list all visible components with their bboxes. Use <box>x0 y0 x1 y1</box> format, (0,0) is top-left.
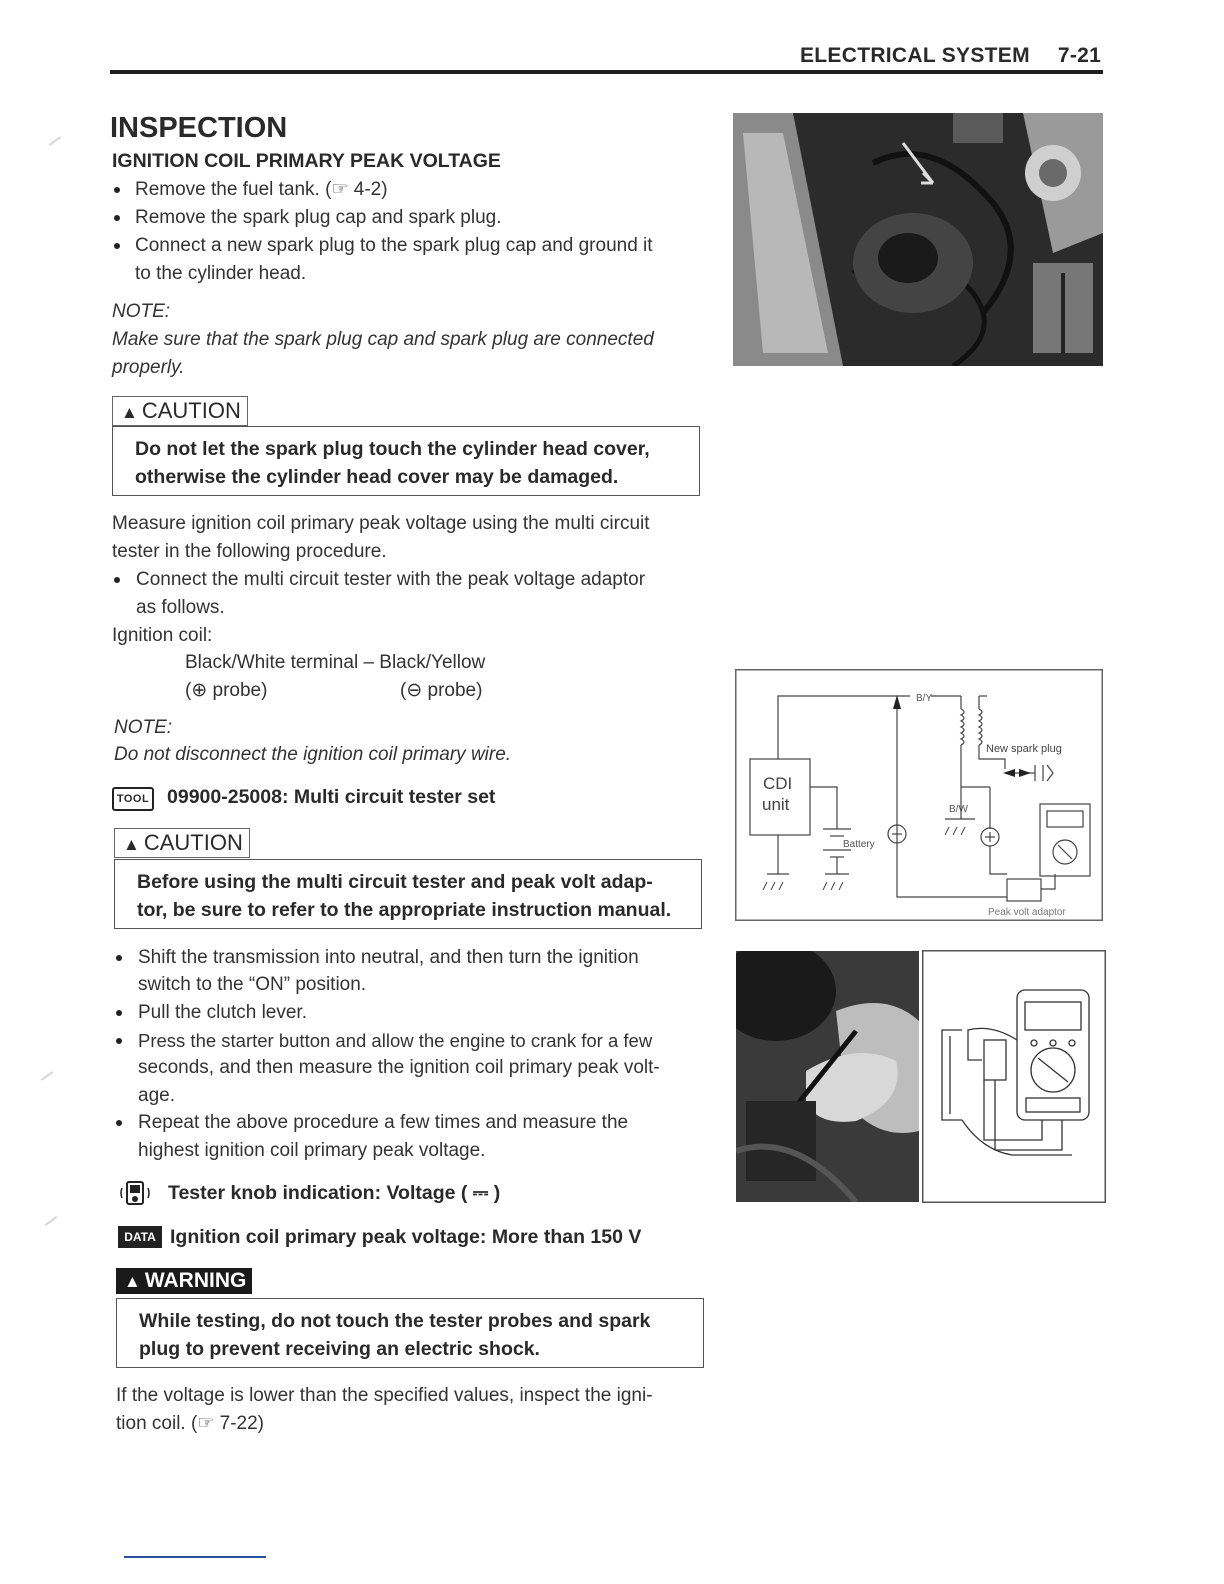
bullet <box>114 577 120 583</box>
step-repeat-cont: highest ignition coil primary peak voltage. <box>138 1140 486 1161</box>
bw-label: B/W <box>949 804 968 815</box>
connect-text-cont: as follows. <box>136 597 225 618</box>
step-repeat: Repeat the above procedure a few times and measure the <box>138 1112 629 1133</box>
step-connect-plug-cont: to the cylinder head. <box>135 263 307 284</box>
warning-text: While testing, do not touch the tester probes and spark <box>139 1310 651 1332</box>
wiring-diagram <box>735 669 1103 921</box>
step-starter-cont: seconds, and then measure the ignition coil primary peak volt- <box>138 1057 660 1078</box>
warning-triangle-icon: ▲ <box>123 835 140 854</box>
step-remove-plug: Remove the spark plug cap and spark plug. <box>135 207 502 228</box>
warning-triangle-icon: ▲ <box>124 1272 141 1291</box>
step-starter: Press the starter button and allow the engine to crank for a few <box>138 1030 653 1051</box>
plus-probe: (⊕ probe) <box>185 680 268 701</box>
page-title: INSPECTION <box>110 112 288 144</box>
caution-label: ▲ CAUTION <box>112 396 248 426</box>
step-starter-cont2: age. <box>138 1085 175 1106</box>
bullet <box>116 1120 122 1126</box>
step-clutch: Pull the clutch lever. <box>138 1002 307 1023</box>
bullet <box>116 1010 122 1016</box>
probe-photo <box>736 951 919 1202</box>
warning-triangle-icon: ▲ <box>121 403 138 422</box>
caution-box <box>112 426 700 496</box>
final-text-cont: tion coil. (☞ 7-22) <box>116 1410 264 1438</box>
section-subtitle: IGNITION COIL PRIMARY PEAK VOLTAGE <box>112 150 501 172</box>
note2-label: NOTE: <box>114 717 173 738</box>
scan-mark <box>41 1071 54 1081</box>
scan-mark <box>49 136 62 146</box>
page-number: 7-21 <box>1057 44 1102 67</box>
warning-box <box>116 1298 704 1368</box>
battery-label: Battery <box>843 839 875 850</box>
final-text: If the voltage is lower than the specified values, inspect the igni- <box>116 1385 653 1406</box>
cdi-unit-label: unit <box>762 795 790 814</box>
note2-text: Do not disconnect the ignition coil primary wire. <box>114 744 512 765</box>
caution2-text-cont: tor, be sure to refer to the appropriate instruction manual. <box>137 899 672 921</box>
caution-text-cont: otherwise the cylinder head cover may be damaged. <box>135 466 619 488</box>
tester-knob-icon <box>120 1180 150 1206</box>
data-spec-text: Ignition coil primary peak voltage: More than 150 V <box>170 1226 642 1248</box>
by-label: B/Y <box>916 693 933 704</box>
scan-mark <box>45 1216 58 1226</box>
caution2-label: ▲ CAUTION <box>114 828 250 858</box>
peak-volt-adaptor-label: Peak volt adaptor <box>988 907 1066 918</box>
bullet <box>116 1038 122 1044</box>
note-text: Make sure that the spark plug cap and spark plug are connected <box>112 329 654 350</box>
minus-probe: (⊖ probe) <box>400 680 483 701</box>
bullet <box>116 955 122 961</box>
step-neutral: Shift the transmission into neutral, and then turn the ignition <box>138 947 639 968</box>
note-text-cont: properly. <box>112 357 185 378</box>
measure-text: Measure ignition coil primary peak voltage using the multi circuit <box>112 513 650 534</box>
measure-text-cont: tester in the following procedure. <box>112 541 387 562</box>
caution2-box <box>114 859 702 929</box>
header-rule <box>110 70 1103 74</box>
connect-text: Connect the multi circuit tester with the peak voltage adaptor <box>136 569 646 590</box>
engine-photo <box>733 113 1103 366</box>
bullet <box>114 243 120 249</box>
bullet <box>114 215 120 221</box>
step-neutral-cont: switch to the “ON” position. <box>138 974 367 995</box>
section-title: ELECTRICAL SYSTEM <box>800 44 1030 67</box>
bullet <box>114 187 120 193</box>
caution2-text: Before using the multi circuit tester and peak volt adap- <box>137 871 653 893</box>
data-icon: DATA <box>118 1226 162 1248</box>
warning-text-cont: plug to prevent receiving an electric shock. <box>139 1338 540 1360</box>
step-remove-fuel-tank: Remove the fuel tank. (☞ 4-2) <box>135 176 388 204</box>
new-spark-plug-label: New spark plug <box>986 743 1062 755</box>
warning-label: ▲ WARNING <box>116 1268 252 1294</box>
footer-rule <box>124 1556 266 1558</box>
tester-illustration <box>922 950 1106 1203</box>
tool-text: 09900-25008: Multi circuit tester set <box>167 786 496 808</box>
reference-icon: ☞ <box>331 179 349 200</box>
coil-terminals: Black/White terminal – Black/Yellow <box>185 652 486 673</box>
step-connect-plug: Connect a new spark plug to the spark plug cap and ground it <box>135 235 653 256</box>
tool-icon: TOOL <box>112 787 154 811</box>
caution-text: Do not let the spark plug touch the cylinder head cover, <box>135 438 650 460</box>
knob-text: Tester knob indication: Voltage ( ⎓ ) <box>168 1182 501 1204</box>
cdi-label: CDI <box>763 774 793 793</box>
note-label: NOTE: <box>112 301 171 322</box>
coil-label: Ignition coil: <box>112 625 213 646</box>
running-header <box>800 44 1101 68</box>
reference-icon: ☞ <box>197 1413 215 1434</box>
